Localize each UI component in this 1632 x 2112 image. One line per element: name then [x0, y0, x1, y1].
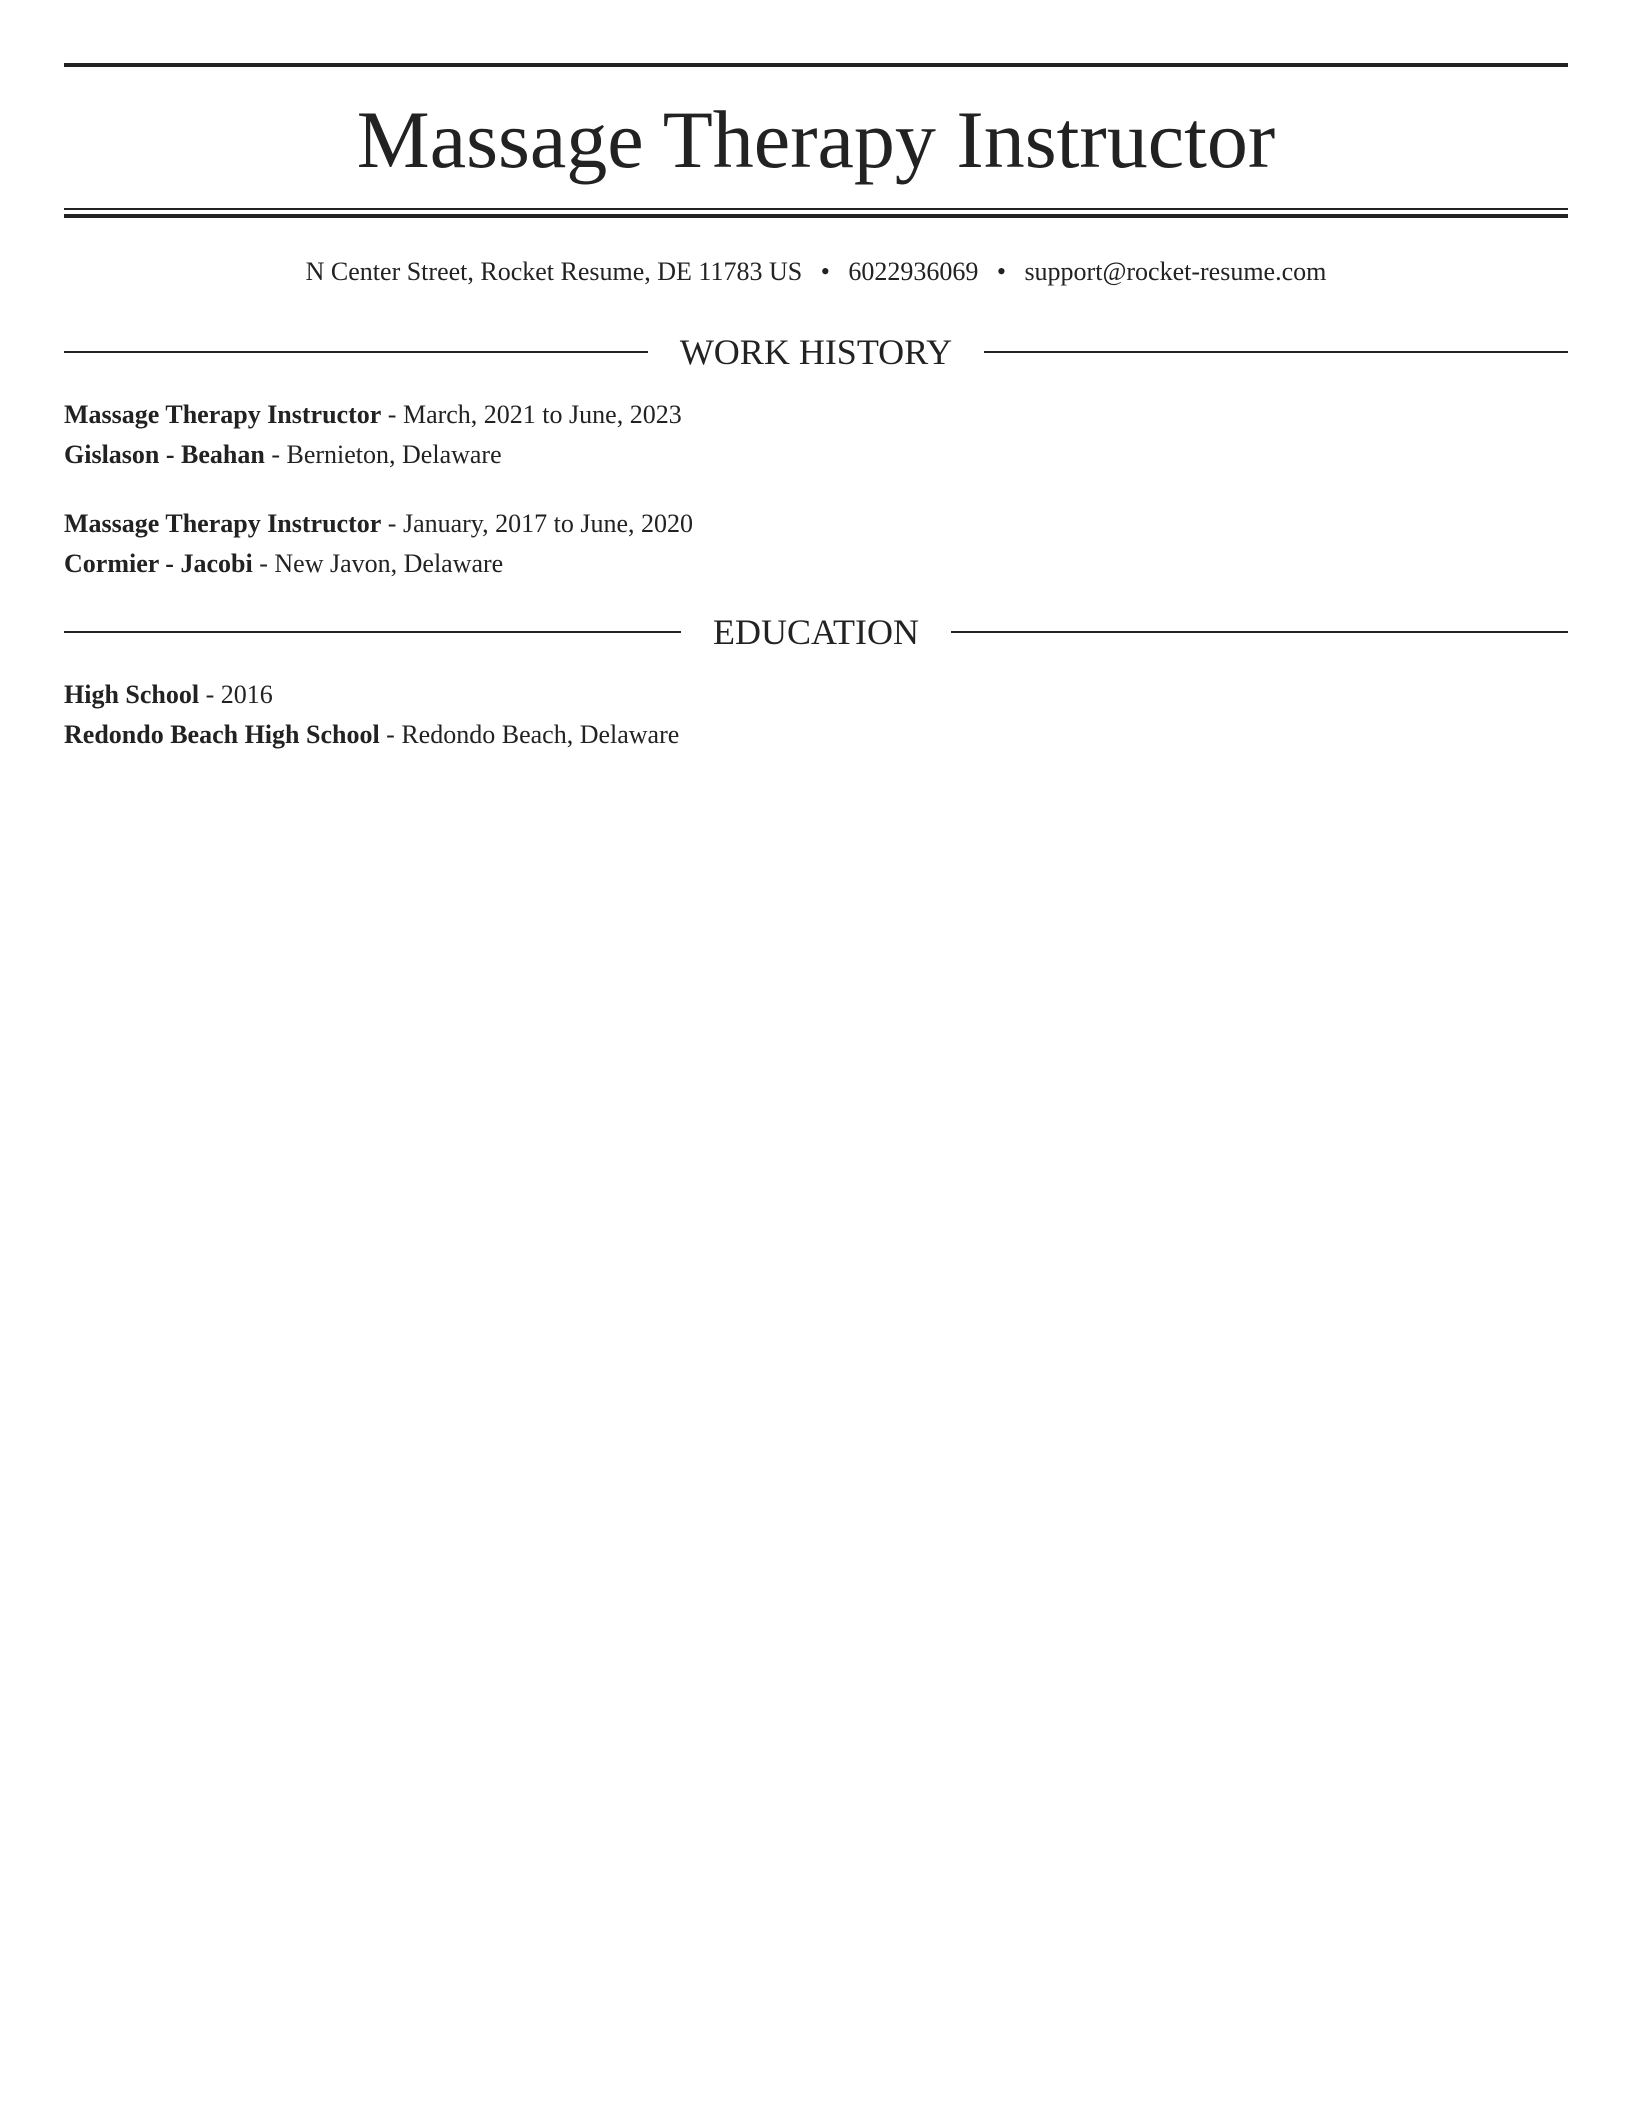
- heading-rule-left: [64, 631, 681, 633]
- contact-separator: •: [996, 257, 1006, 286]
- work-history-title: WORK HISTORY: [679, 332, 953, 372]
- job-1-dates: March, 2021 to June, 2023: [402, 400, 682, 429]
- job-1-location: Bernieton, Delaware: [286, 440, 502, 469]
- job-1-title-line: [64, 397, 1568, 433]
- job-1-position: Massage Therapy Instructor: [64, 400, 382, 429]
- education-1-year: 2016: [220, 680, 273, 709]
- job-1-employer-line: [64, 437, 1568, 473]
- job-2-location: New Javon, Delaware: [274, 549, 504, 578]
- title-double-rule: [64, 208, 1568, 218]
- heading-rule-right: [984, 351, 1568, 353]
- education-1-dash: -: [205, 680, 215, 709]
- heading-rule-right: [951, 631, 1568, 633]
- job-2-position: Massage Therapy Instructor: [64, 509, 382, 538]
- education-1-location: Redondo Beach, Delaware: [401, 720, 680, 749]
- job-2-dash: -: [387, 509, 397, 538]
- contact-separator: •: [820, 257, 830, 286]
- contact-address: N Center Street, Rocket Resume, DE 11783 US: [305, 257, 803, 286]
- contact-email: support@rocket-resume.com: [1024, 257, 1327, 286]
- job-1-dash: -: [387, 400, 397, 429]
- education-1-school-line: [64, 717, 1568, 753]
- page-title: Massage Therapy Instructor: [356, 94, 1276, 185]
- work-history-heading: [64, 330, 1568, 374]
- job-1-employer: Gislason - Beahan: [64, 440, 265, 469]
- education-1-degree: High School: [64, 680, 200, 709]
- heading-rule-left: [64, 351, 648, 353]
- job-1-dash: -: [271, 440, 280, 469]
- education-1-dash: -: [386, 720, 395, 749]
- job-2-employer-line: [64, 546, 1568, 582]
- contact-line: [64, 254, 1568, 290]
- education-heading: [64, 610, 1568, 654]
- education-1-degree-line: [64, 677, 1568, 713]
- contact-phone: 6022936069: [848, 257, 979, 286]
- education-1-school: Redondo Beach High School: [64, 720, 380, 749]
- job-2-dates: January, 2017 to June, 2020: [402, 509, 694, 538]
- job-2-dash: -: [259, 549, 268, 578]
- job-2-title-line: [64, 506, 1568, 542]
- top-rule: [64, 63, 1568, 67]
- education-title: EDUCATION: [713, 612, 919, 652]
- job-2-employer: Cormier - Jacobi: [64, 549, 253, 578]
